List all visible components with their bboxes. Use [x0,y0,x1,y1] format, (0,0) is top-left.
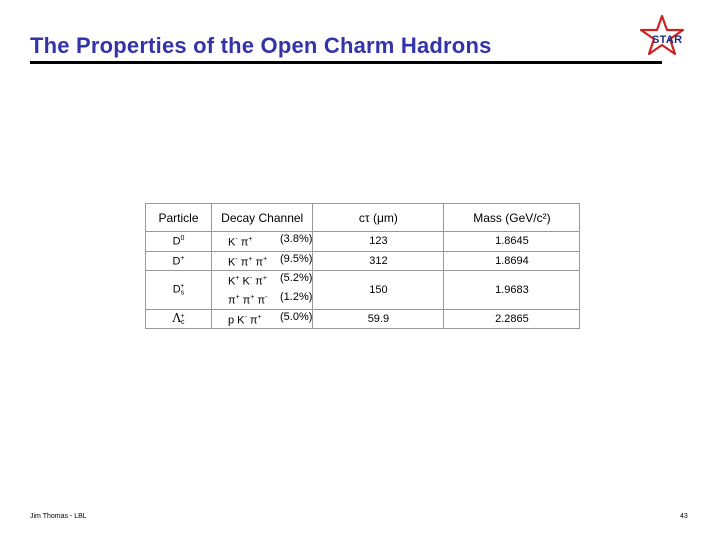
branching-ratio: (9.5%) [280,252,313,265]
decay-cell: K+ K- π+ (5.2%) π+ π+ π- (1.2%) [212,271,313,309]
table-row [146,271,580,309]
properties-table [145,203,580,329]
particle-cell: D+ [146,251,212,271]
particle-cell: $D_s^+$ [146,271,212,309]
header-mass: Mass (GeV/c²) [444,204,580,232]
title-underline [30,61,662,64]
header-particle: Particle [146,204,212,232]
mass-cell: 2.2865 [444,309,580,329]
branching-ratio: (5.2%) [280,272,313,285]
page-title: The Properties of the Open Charm Hadrons [30,33,492,58]
mass-cell: 1.8645 [444,232,580,252]
ctau-cell: 150 [313,271,444,309]
branching-ratio: (1.2%) [280,290,313,303]
star-logo-text: STAR [652,34,683,46]
footer-author: Jim Thomas - LBL [30,513,87,520]
ctau-cell: 123 [313,232,444,252]
branching-ratio: (5.0%) [280,310,313,323]
page-number: 43 [680,513,688,520]
ctau-cell: 59.9 [313,309,444,329]
particle-cell: $\Lambda_c^+$ [146,309,212,329]
mass-cell: 1.8694 [444,251,580,271]
ctau-cell: 312 [313,251,444,271]
decay-cell: K- π+ (3.8%) [212,232,313,252]
header-ctau: cτ (μm) [313,204,444,232]
table-row [146,232,580,252]
branching-ratio: (3.8%) [280,233,313,245]
particle-cell: $D^0$ [146,232,212,252]
table-header-row [146,204,580,232]
table-row [146,309,580,329]
table-row [146,251,580,271]
mass-cell: 1.9683 [444,271,580,309]
decay-cell: K- π+ π+ (9.5%) [212,251,313,271]
header-decay-channel: Decay Channel [212,204,313,232]
decay-cell: p K- π+ (5.0%) [212,309,313,329]
